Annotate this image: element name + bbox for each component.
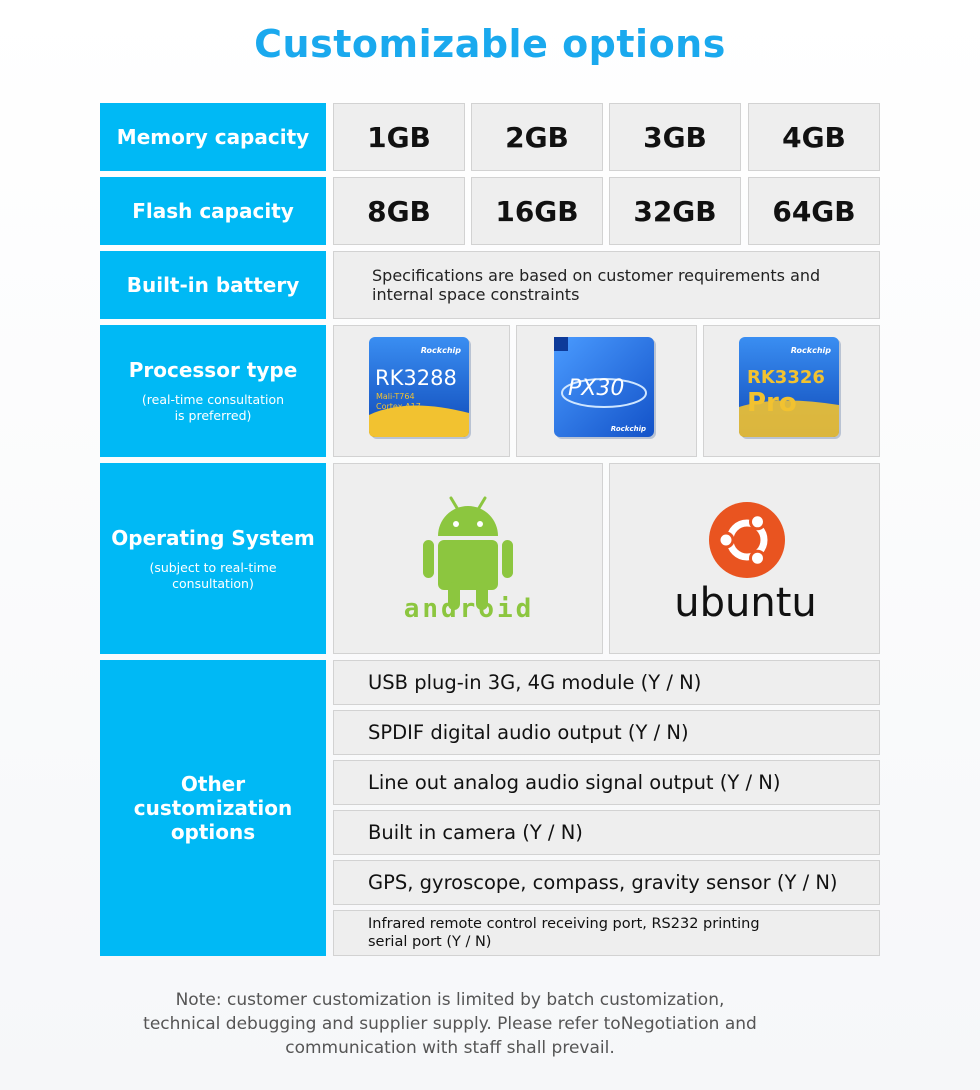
other-header: [100, 660, 326, 956]
os-header: [100, 463, 326, 654]
memory-option[interactable]: 3GB: [609, 103, 741, 171]
android-wordmark: android: [403, 594, 535, 624]
other-option-sensors[interactable]: GPS, gyroscope, compass, gravity sensor (Y / N): [333, 860, 880, 905]
chip-model: RK3288: [374, 366, 457, 390]
other-option-camera[interactable]: Built in camera (Y / N): [333, 810, 880, 855]
processor-note-line: (real-time consultation: [141, 392, 285, 407]
processor-header: [100, 325, 326, 457]
os-note-line: (subject to real-time: [149, 559, 277, 575]
flash-option[interactable]: 16GB: [471, 177, 603, 245]
processor-note: [142, 392, 284, 424]
other-option-usb-module[interactable]: USB plug-in 3G, 4G module (Y / N): [333, 660, 880, 705]
other-label-line: Other customization: [133, 772, 293, 820]
memory-option[interactable]: 1GB: [333, 103, 465, 171]
memory-header: [100, 103, 326, 171]
flash-header: [100, 177, 326, 245]
other-option-line-out[interactable]: Line out analog audio signal output (Y / N): [333, 760, 880, 805]
battery-spec: [333, 251, 880, 319]
ubuntu-wordmark: ubuntu: [674, 580, 817, 626]
ubuntu-logo-icon: [707, 500, 787, 580]
note-line: communication with staff shall prevail.: [285, 1038, 615, 1058]
os-note-line: consultation): [172, 575, 254, 591]
flash-option[interactable]: 64GB: [748, 177, 880, 245]
battery-spec-line: Specifications are based on customer requirements and: [372, 266, 821, 285]
os-option-android[interactable]: [333, 463, 603, 654]
processor-option-px30[interactable]: [516, 325, 697, 457]
battery-header: [100, 251, 326, 319]
memory-label: Memory capacity: [116, 125, 310, 149]
chip-model-suffix: Pro: [746, 388, 797, 418]
chip-detail: Cortex-A17: [375, 402, 421, 411]
chip-model: RK3326: [746, 367, 825, 388]
processor-option-rk3288[interactable]: [333, 325, 510, 457]
chip-brand: Rockchip: [790, 346, 831, 355]
os-label: Operating System: [111, 525, 315, 550]
footer-note: [80, 988, 820, 1060]
other-label-line: options: [170, 820, 256, 844]
processor-option-rk3326[interactable]: [703, 325, 880, 457]
rk3326-chip-icon: [737, 335, 847, 447]
other-option-line: Infrared remote control receiving port, RS232 printing: [368, 916, 760, 932]
rk3288-chip-icon: [367, 335, 477, 447]
flash-option[interactable]: 32GB: [609, 177, 741, 245]
other-option-infrared-rs232[interactable]: [333, 910, 880, 956]
memory-option[interactable]: 2GB: [471, 103, 603, 171]
os-note: [149, 560, 276, 592]
chip-detail: Mali-T764: [375, 392, 415, 401]
flash-option[interactable]: 8GB: [333, 177, 465, 245]
other-label: [100, 772, 326, 844]
processor-label: Processor type: [128, 358, 298, 382]
note-line: technical debugging and supplier supply. Please refer toNegotiation and: [143, 1014, 757, 1034]
processor-note-line: is preferred): [174, 408, 252, 423]
note-line: Note: customer customization is limited by batch customization,: [175, 990, 725, 1010]
other-option-spdif[interactable]: SPDIF digital audio output (Y / N): [333, 710, 880, 755]
page-title: Customizable options: [254, 22, 726, 66]
memory-option[interactable]: 4GB: [748, 103, 880, 171]
chip-model: PX30: [567, 376, 624, 401]
other-option-line: serial port (Y / N): [368, 934, 492, 950]
chip-brand: Rockchip: [420, 346, 461, 355]
battery-label: Built-in battery: [126, 273, 300, 297]
os-option-ubuntu[interactable]: [609, 463, 880, 654]
battery-spec-line: internal space constraints: [372, 285, 580, 304]
chip-brand: Rockchip: [610, 425, 646, 433]
px30-chip-icon: [552, 335, 662, 447]
flash-label: Flash capacity: [132, 199, 294, 223]
